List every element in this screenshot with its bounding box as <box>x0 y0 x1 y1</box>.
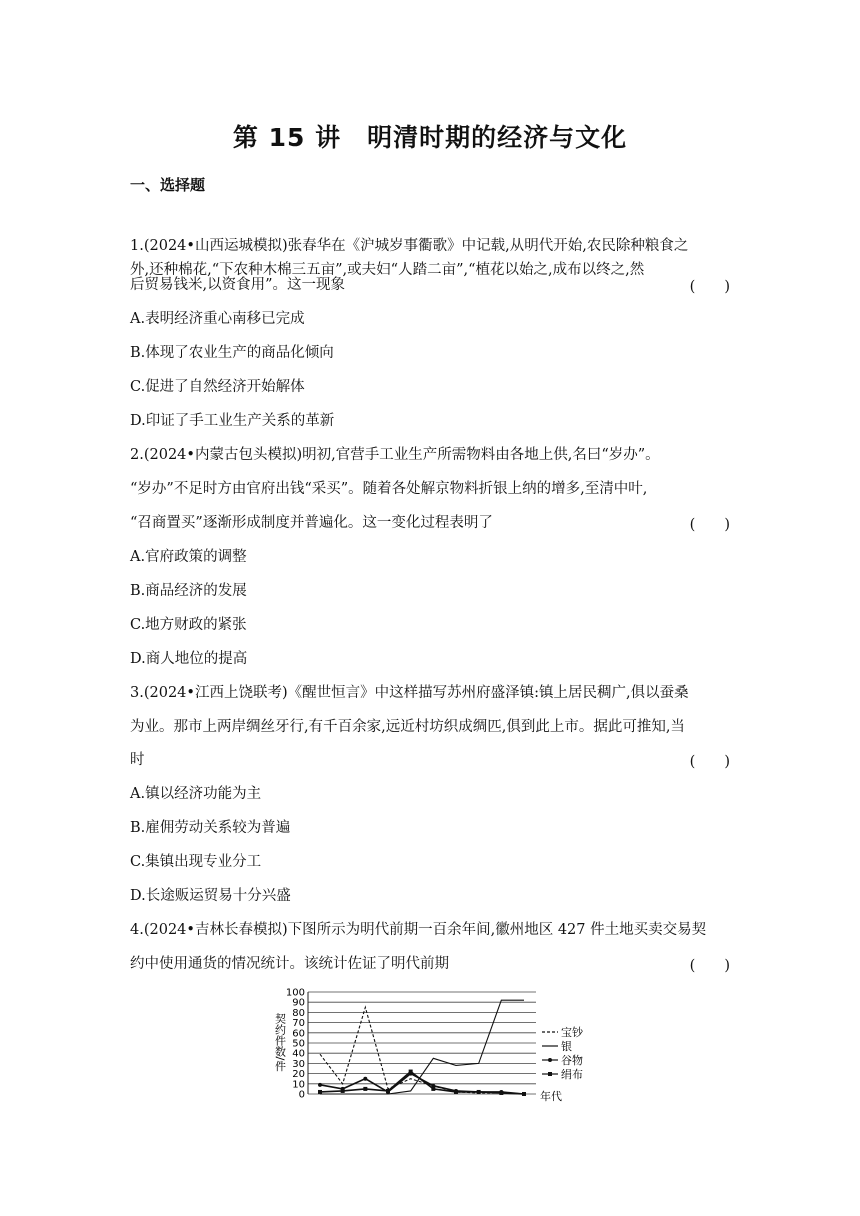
q3-option-b: B.雇佣劳动关系较为普遍 <box>130 820 291 836</box>
q3-answer-blank: ( ) <box>689 754 730 770</box>
ytick-label-20: 20 <box>292 1069 305 1081</box>
q4-line-1: 4.(2024•吉林长春模拟)下图所示为明代前期一百余年间,徽州地区 427 件土地买卖交易契 <box>130 922 707 938</box>
q2-option-b: B.商品经济的发展 <box>130 583 247 599</box>
q3-line-2: 为业。那市上两岸绸丝牙行,有千百余家,远近村坊织成绸匹,俱到此上市。据此可推知,当 <box>130 719 685 735</box>
q2-option-c: C.地方财政的紧张 <box>130 617 247 633</box>
ytick-label-80: 80 <box>292 1007 305 1019</box>
ytick-label-50: 50 <box>292 1038 305 1050</box>
section-heading: 一、选择题 <box>130 176 206 194</box>
chart-xlabel: 年代 <box>540 1090 562 1103</box>
ytick-label-30: 30 <box>292 1058 305 1070</box>
point-绢布-6 <box>454 1090 458 1094</box>
point-绢布-1 <box>341 1089 345 1093</box>
q1-option-c: C.促进了自然经济开始解体 <box>130 379 305 395</box>
point-绢布-7 <box>477 1090 481 1094</box>
q4-answer-blank: ( ) <box>689 958 730 974</box>
page-title: 第 15 讲 明清时期的经济与文化 <box>232 123 628 152</box>
q1-option-d: D.印证了手工业生产关系的革新 <box>130 413 335 429</box>
chart-series <box>318 1000 526 1096</box>
q1-answer-blank: ( ) <box>689 279 730 295</box>
q3-option-d: D.长途贩运贸易十分兴盛 <box>130 888 291 904</box>
chart-yticks <box>286 988 305 1101</box>
point-绢布-8 <box>499 1091 503 1095</box>
point-绢布-4 <box>409 1070 413 1074</box>
chart-legend <box>542 1025 584 1081</box>
legend-marker-谷物 <box>548 1058 552 1062</box>
point-绢布-0 <box>318 1090 322 1094</box>
chart-grid <box>308 992 536 1094</box>
ytick-label-60: 60 <box>292 1028 305 1040</box>
q1-line-3: 后贸易钱米,以资食用”。这一现象 <box>130 277 346 293</box>
legend-label-谷物: 谷物 <box>561 1054 583 1067</box>
point-谷物-0 <box>318 1083 322 1087</box>
point-绢布-3 <box>386 1089 390 1093</box>
q2-option-d: D.商人地位的提高 <box>130 651 248 667</box>
q4-line-2: 约中使用通货的情况统计。该统计佐证了明代前期 <box>130 956 449 972</box>
ytick-label-10: 10 <box>292 1079 305 1091</box>
q3-option-c: C.集镇出现专业分工 <box>130 854 262 870</box>
q2-option-a: A.官府政策的调整 <box>130 549 247 565</box>
point-谷物-2 <box>363 1077 367 1081</box>
ytick-label-100: 100 <box>285 987 305 999</box>
legend-label-银: 银 <box>561 1040 572 1053</box>
q3-line-1: 3.(2024•江西上饶联考)《醒世恒言》中这样描写苏州府盛泽镇:镇上居民稠广,俱以蚕桑 <box>130 685 689 701</box>
q3-option-a: A.镇以经济功能为主 <box>130 786 262 802</box>
legend-marker-绢布 <box>548 1072 552 1076</box>
ytick-label-90: 90 <box>292 997 305 1009</box>
q2-answer-blank: ( ) <box>689 517 730 533</box>
q3-line-3: 时 <box>130 752 145 768</box>
q1-line-2: 外,还种棉花,“下农种木棉三五亩”,或夫妇“人踏二亩”,“植花以始之,成布以终之,然 <box>130 262 645 278</box>
ytick-label-40: 40 <box>292 1048 305 1060</box>
q2-line-1: 2.(2024•内蒙古包头模拟)明初,官营手工业生产所需物料由各地上供,名曰“岁办”。 <box>130 447 660 463</box>
q1-line-1: 1.(2024•山西运城模拟)张春华在《沪城岁事衢歌》中记载,从明代开始,农民除种粮食之 <box>130 238 689 254</box>
chart-ylabel: 契约件数/件 <box>273 1012 287 1072</box>
q1-option-b: B.体现了农业生产的商品化倾向 <box>130 345 334 361</box>
q2-line-3: “召商置买”逐渐形成制度并普遍化。这一变化过程表明了 <box>130 515 493 531</box>
currency-usage-chart <box>268 984 608 1106</box>
ytick-label-0: 0 <box>298 1089 305 1101</box>
legend-label-绢布: 绢布 <box>561 1068 583 1081</box>
q2-line-2: “岁办”不足时方由官府出钱“采买”。随着各处解京物料折银上纳的增多,至清中叶, <box>130 481 648 497</box>
legend-label-宝钞: 宝钞 <box>561 1026 583 1039</box>
ytick-label-70: 70 <box>292 1018 305 1030</box>
point-绢布-2 <box>363 1087 367 1091</box>
q1-option-a: A.表明经济重心南移已完成 <box>130 311 305 327</box>
point-绢布-9 <box>522 1092 526 1096</box>
point-绢布-5 <box>431 1087 435 1091</box>
